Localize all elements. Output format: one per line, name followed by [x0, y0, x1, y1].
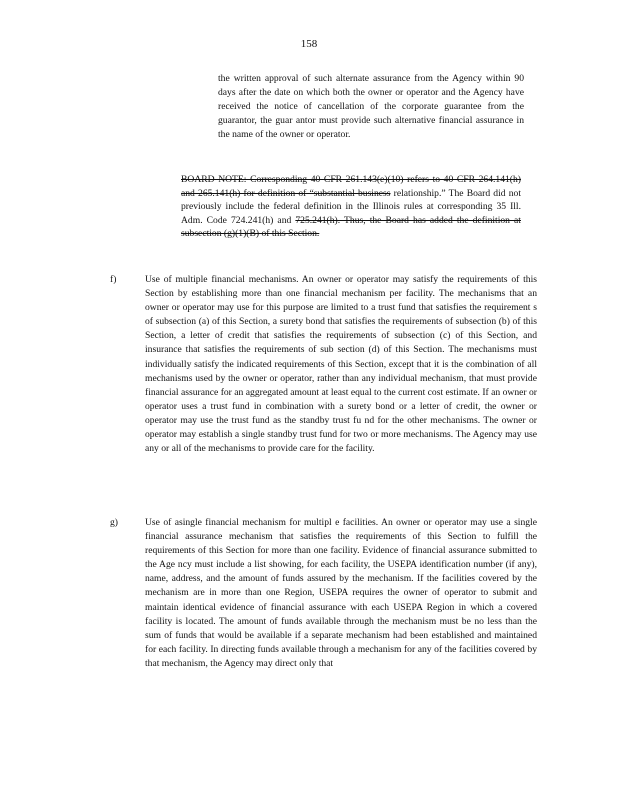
board-note-struck-text: BOARD NOTE: Corresponding 40 CFR 261.143(e)(10) refers to 40 CFR 264.141(h) and 265.141(h) for definition of “substantial business: [181, 174, 521, 199]
board-note-text: relationship.” The Board did not previously include the federal definition in the Illinois rules at corresponding 35 Ill. Adm. Code 724.241(h) and: [181, 187, 521, 226]
board-note: [181, 173, 521, 241]
subsection-label: f): [110, 274, 117, 285]
subsection-paragraph: Use of multiple financial mechanisms. An owner or operator may satisfy the requirements of this Section by establishing more than one financial mechanism per facility. The mechanisms that an owner or operator may use for this purpose are limited to a trust fund that satisfies the requirement s of subsection (a) of this Section, a surety bond that satisfies the requirements of subsection (b) of this Section, a letter of credit that satisfies the requirements of subsection (c) of this Section, and insurance that satisfies the requirements of sub section (d) of this Section. The mechanisms must individually satisfy the indicated requirements of this Section, except that it is the combination of all mechanisms used by the owner or operator, rather than any individual mechanism, that must provide financial assurance for an aggregated amount at least equal to the current cost estimate. If an owner or operator uses a trust fund in combination with a surety bond or a letter of credit, the owner or operator may use the trust fund as the standby trust fu nd for the other mechanisms. The owner or operator may establish a single standby trust fund for two or more mechanisms. The Agency may use any or all of the mechanisms to provide care for the facility.: [145, 274, 537, 455]
continuation-paragraph: the written approval of such alternate assurance from the Agency within 90 days after the date on which both the owner or operator and the Agency have received the notice of cancellation of the corporate guarantee from the guarantor, the guar antor must provide such alternative financial assurance in the name of the owner or operator.: [218, 73, 524, 141]
subsection-paragraph: Use of asingle financial mechanism for multipl e facilities. An owner or operator may use a single financial assurance mechanism that satisfies the requirements of this Section to fulfill the requirements of this Section for more than one facility. Evidence of financial assurance submitted to the Age ncy must include a list showing, for each facility, the USEPA identification number (if any), name, address, and the amount of funds assured by the mechanism. If the facilities covered by the mechanism are in more than one Region, USEPA requires the owner of operator to submit and maintain identical evidence of financial assurance with each USEPA Region in which a covered facility is located. The amount of funds available through the mechanism must be no less than the sum of funds that would be available if a separate mechanism had been established and maintained for each facility. In directing funds available through a mechanism for any of the facilities covered by that mechanism, the Agency may direct only that: [145, 517, 537, 669]
subsection-label: g): [110, 517, 118, 528]
board-note-struck-text: 725.241(h). Thus, the Board has added the definition at subsection (g)(1)(B) of this Section.: [181, 214, 521, 240]
page-number: 158: [300, 38, 318, 50]
